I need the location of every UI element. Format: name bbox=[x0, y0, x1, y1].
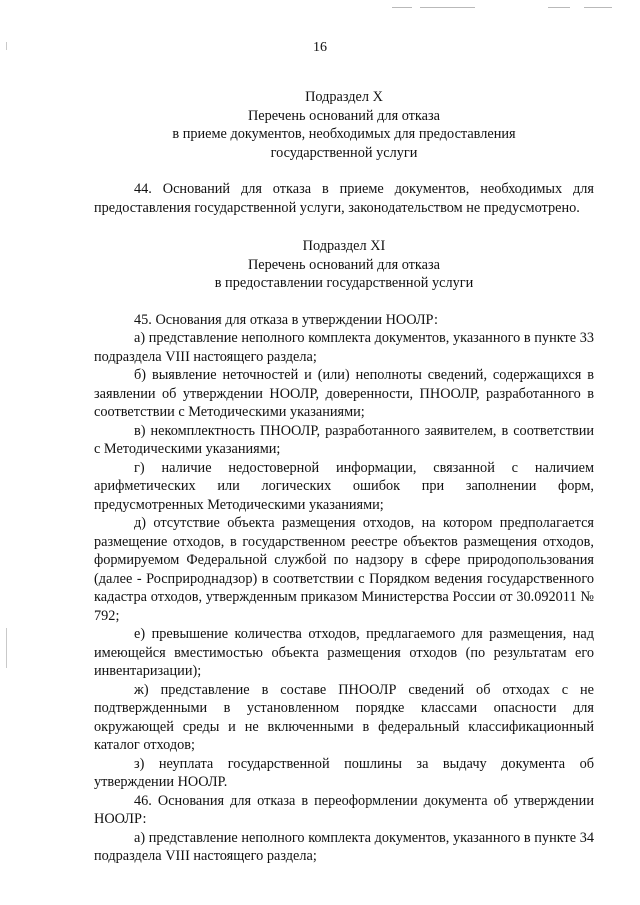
list-item: г) наличие недостоверной информации, связанной с наличием арифметических или логических ошибок при заполнении форм, предусмотренных Методическими указаниями; bbox=[94, 459, 594, 513]
subsection-heading bbox=[94, 237, 594, 293]
subsection-title: Подраздел XI bbox=[302, 238, 386, 254]
paragraph: 45. Основания для отказа в утверждении НООЛР: bbox=[134, 311, 439, 328]
subsection-subtitle: Перечень оснований для отказа bbox=[247, 107, 440, 124]
list-item: е) превышение количества отходов, предлагаемого для размещения, над имеющейся вместимостью объекта размещения отходов (по результатам его инвентаризации); bbox=[94, 626, 594, 679]
subsection-subtitle: в приеме документов, необходимых для предоставления bbox=[172, 126, 516, 142]
scan-mark bbox=[6, 628, 7, 668]
paragraph: 44. Оснований для отказа в приеме документов, необходимых для предоставления государственной услуги, законодательством не предусмотрено. bbox=[94, 181, 594, 216]
document-body bbox=[94, 88, 594, 866]
subsection-subtitle: Перечень оснований для отказа bbox=[247, 256, 440, 273]
list-item: а) представление неполного комплекта документов, указанного в пункте 34 подраздела VIII настоящего раздела; bbox=[94, 829, 594, 864]
list-item: д) отсутствие объекта размещения отходов, на котором предполагается размещение отходов, в государственном реестре объектов размещения отходов, формируемом Федеральной службой по надзору в сфере природопользования (далее - Росприроднадзор) в соответствии с Порядком ведения государственного кадастра отходов, утвержденным приказом Министерства России от 30.092011 № 792; bbox=[94, 515, 594, 624]
subsection-heading bbox=[94, 88, 594, 162]
list-item: б) выявление неточностей и (или) неполноты сведений, содержащихся в заявлении об утверждении НООЛР, доверенности, ПНООЛР, разработанного в соответствии с Методическими указаниями; bbox=[94, 367, 594, 420]
page-number: 16 bbox=[313, 40, 327, 55]
scan-mark bbox=[548, 7, 570, 8]
subsection-title: Подраздел X bbox=[305, 89, 383, 105]
list-item: ж) представление в составе ПНООЛР сведений об отходах с не подтвержденными в установленном порядке классами опасности для окружающей среды и не включенными в федеральный классификационный каталог отходов; bbox=[94, 681, 594, 753]
list-item: з) неуплата государственной пошлины за выдачу документа об утверждении НООЛР. bbox=[94, 755, 594, 790]
list-item: в) некомплектность ПНООЛР, разработанного заявителем, в соответствии с Методическими указаниями; bbox=[94, 422, 594, 457]
scan-mark bbox=[584, 7, 612, 8]
scan-mark bbox=[420, 7, 475, 8]
paragraph: 46. Основания для отказа в переоформлении документа об утверждении НООЛР: bbox=[94, 792, 594, 827]
subsection-subtitle: в предоставлении государственной услуги bbox=[214, 275, 474, 291]
subsection-subtitle: государственной услуги bbox=[270, 144, 418, 161]
scan-mark bbox=[392, 7, 412, 8]
list-item: а) представление неполного комплекта документов, указанного в пункте 33 подраздела VIII настоящего раздела; bbox=[94, 330, 594, 365]
